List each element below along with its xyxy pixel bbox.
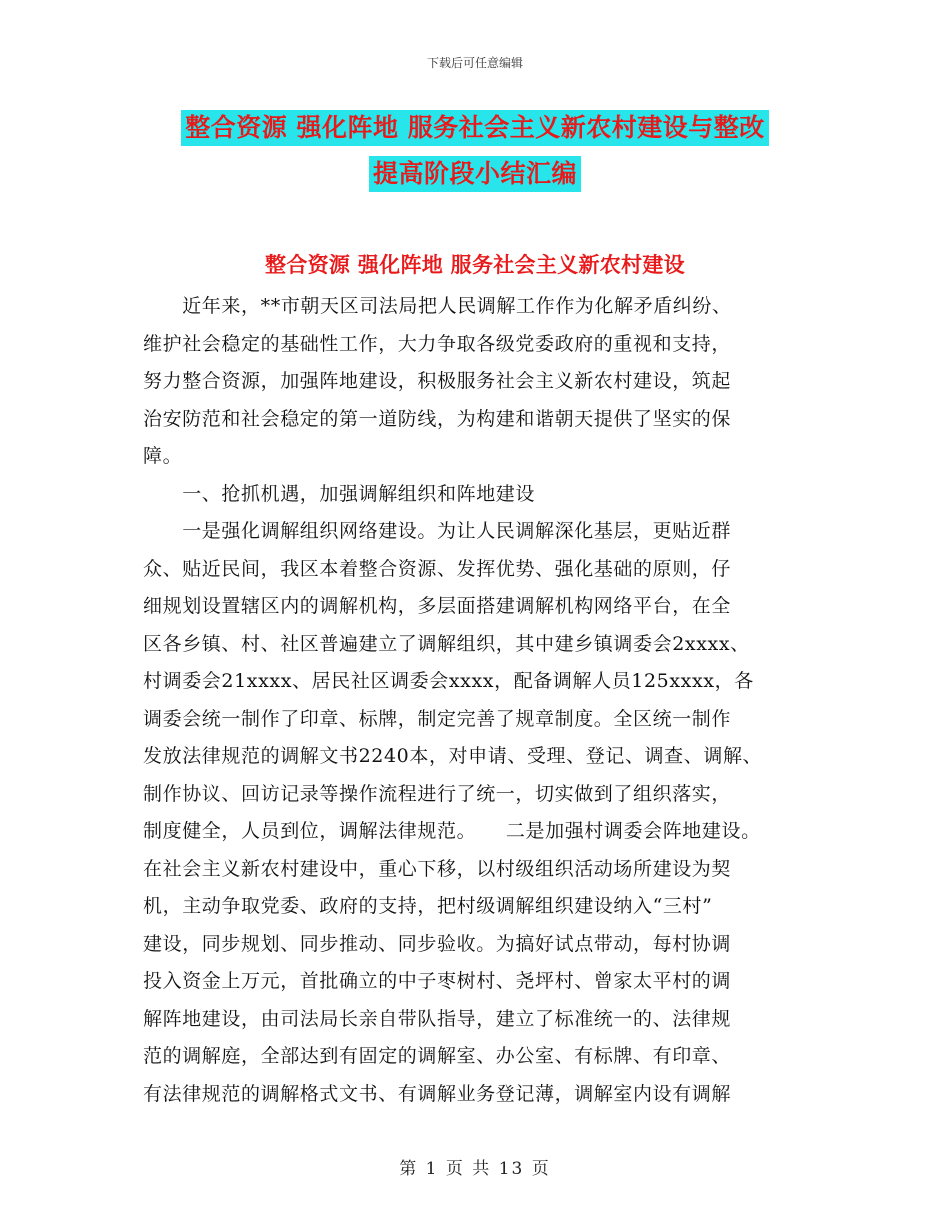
text-line: 建设，同步规划、同步推动、同步验收。为搞好试点带动，每村协调 [143, 932, 732, 955]
text-line: 众、贴近民间，我区本着整合资源、发挥优势、强化基础的原则，仔 [143, 557, 732, 580]
text-line: 一是强化调解组织网络建设。为让人民调解深化基层，更贴近群 [143, 520, 732, 542]
text-line: 有法律规范的调解格式文书、有调解业务登记薄，调解室内设有调解 [143, 1082, 732, 1105]
text-line: 细规划设置辖区内的调解机构，多层面搭建调解机构网络平台，在全 [143, 595, 732, 617]
text-line: 近年来，**市朝天区司法局把人民调解工作作为化解矛盾纠纷、 [143, 295, 732, 317]
body-text [143, 288, 823, 1113]
text-line: 维护社会稳定的基础性工作，大力争取各级党委政府的重视和支持， [143, 332, 732, 355]
header-note: 下载后可任意编辑 [426, 56, 523, 70]
text-line: 投入资金上万元，首批确立的中子枣树村、尧坪村、曾家太平村的调 [143, 970, 732, 992]
text-line: 制作协议、回访记录等操作流程进行了统一，切实做到了组织落实， [143, 782, 732, 805]
text-line: 努力整合资源，加强阵地建设，积极服务社会主义新农村建设，筑起 [143, 370, 732, 392]
text-line: 范的调解庭，全部达到有固定的调解室、办公室、有标牌、有印章、 [143, 1045, 732, 1067]
text-line: 机，主动争取党委、政府的支持，把村级调解组织建设纳入“三村” [143, 895, 713, 917]
text-line: 制度健全，人员到位，调解法律规范。 二是加强村调委会阵地建设。 [143, 820, 761, 842]
text-line: 发放法律规范的调解文书2240本，对申请、受理、登记、调查、调解、 [143, 745, 763, 767]
text-line: 障。 [143, 445, 183, 467]
text-line: 治安防范和社会稳定的第一道防线，为构建和谐朝天提供了坚实的保 [143, 407, 732, 430]
title-line-2: 提高阶段小结汇编 [369, 156, 581, 192]
title-line-1: 整合资源 强化阵地 服务社会主义新农村建设与整改 [181, 110, 768, 146]
page-number: 第 1 页 共 13 页 [399, 1159, 551, 1179]
section-subtitle: 整合资源 强化阵地 服务社会主义新农村建设 [265, 253, 685, 277]
text-line: 在社会主义新农村建设中，重心下移，以村级组织活动场所建设为契 [143, 857, 732, 880]
document-title [0, 110, 950, 192]
text-line: 村调委会21xxxx、居民社区调委会xxxx，配备调解人员125xxxx，各 [143, 670, 754, 692]
text-line: 区各乡镇、村、社区普遍建立了调解组织，其中建乡镇调委会2xxxx、 [143, 632, 750, 655]
text-line: 解阵地建设，由司法局长亲自带队指导，建立了标准统一的、法律规 [143, 1007, 732, 1030]
text-line: 调委会统一制作了印章、标牌，制定完善了规章制度。全区统一制作 [143, 707, 732, 730]
section-heading: 一、抢抓机遇，加强调解组织和阵地建设 [143, 482, 536, 505]
